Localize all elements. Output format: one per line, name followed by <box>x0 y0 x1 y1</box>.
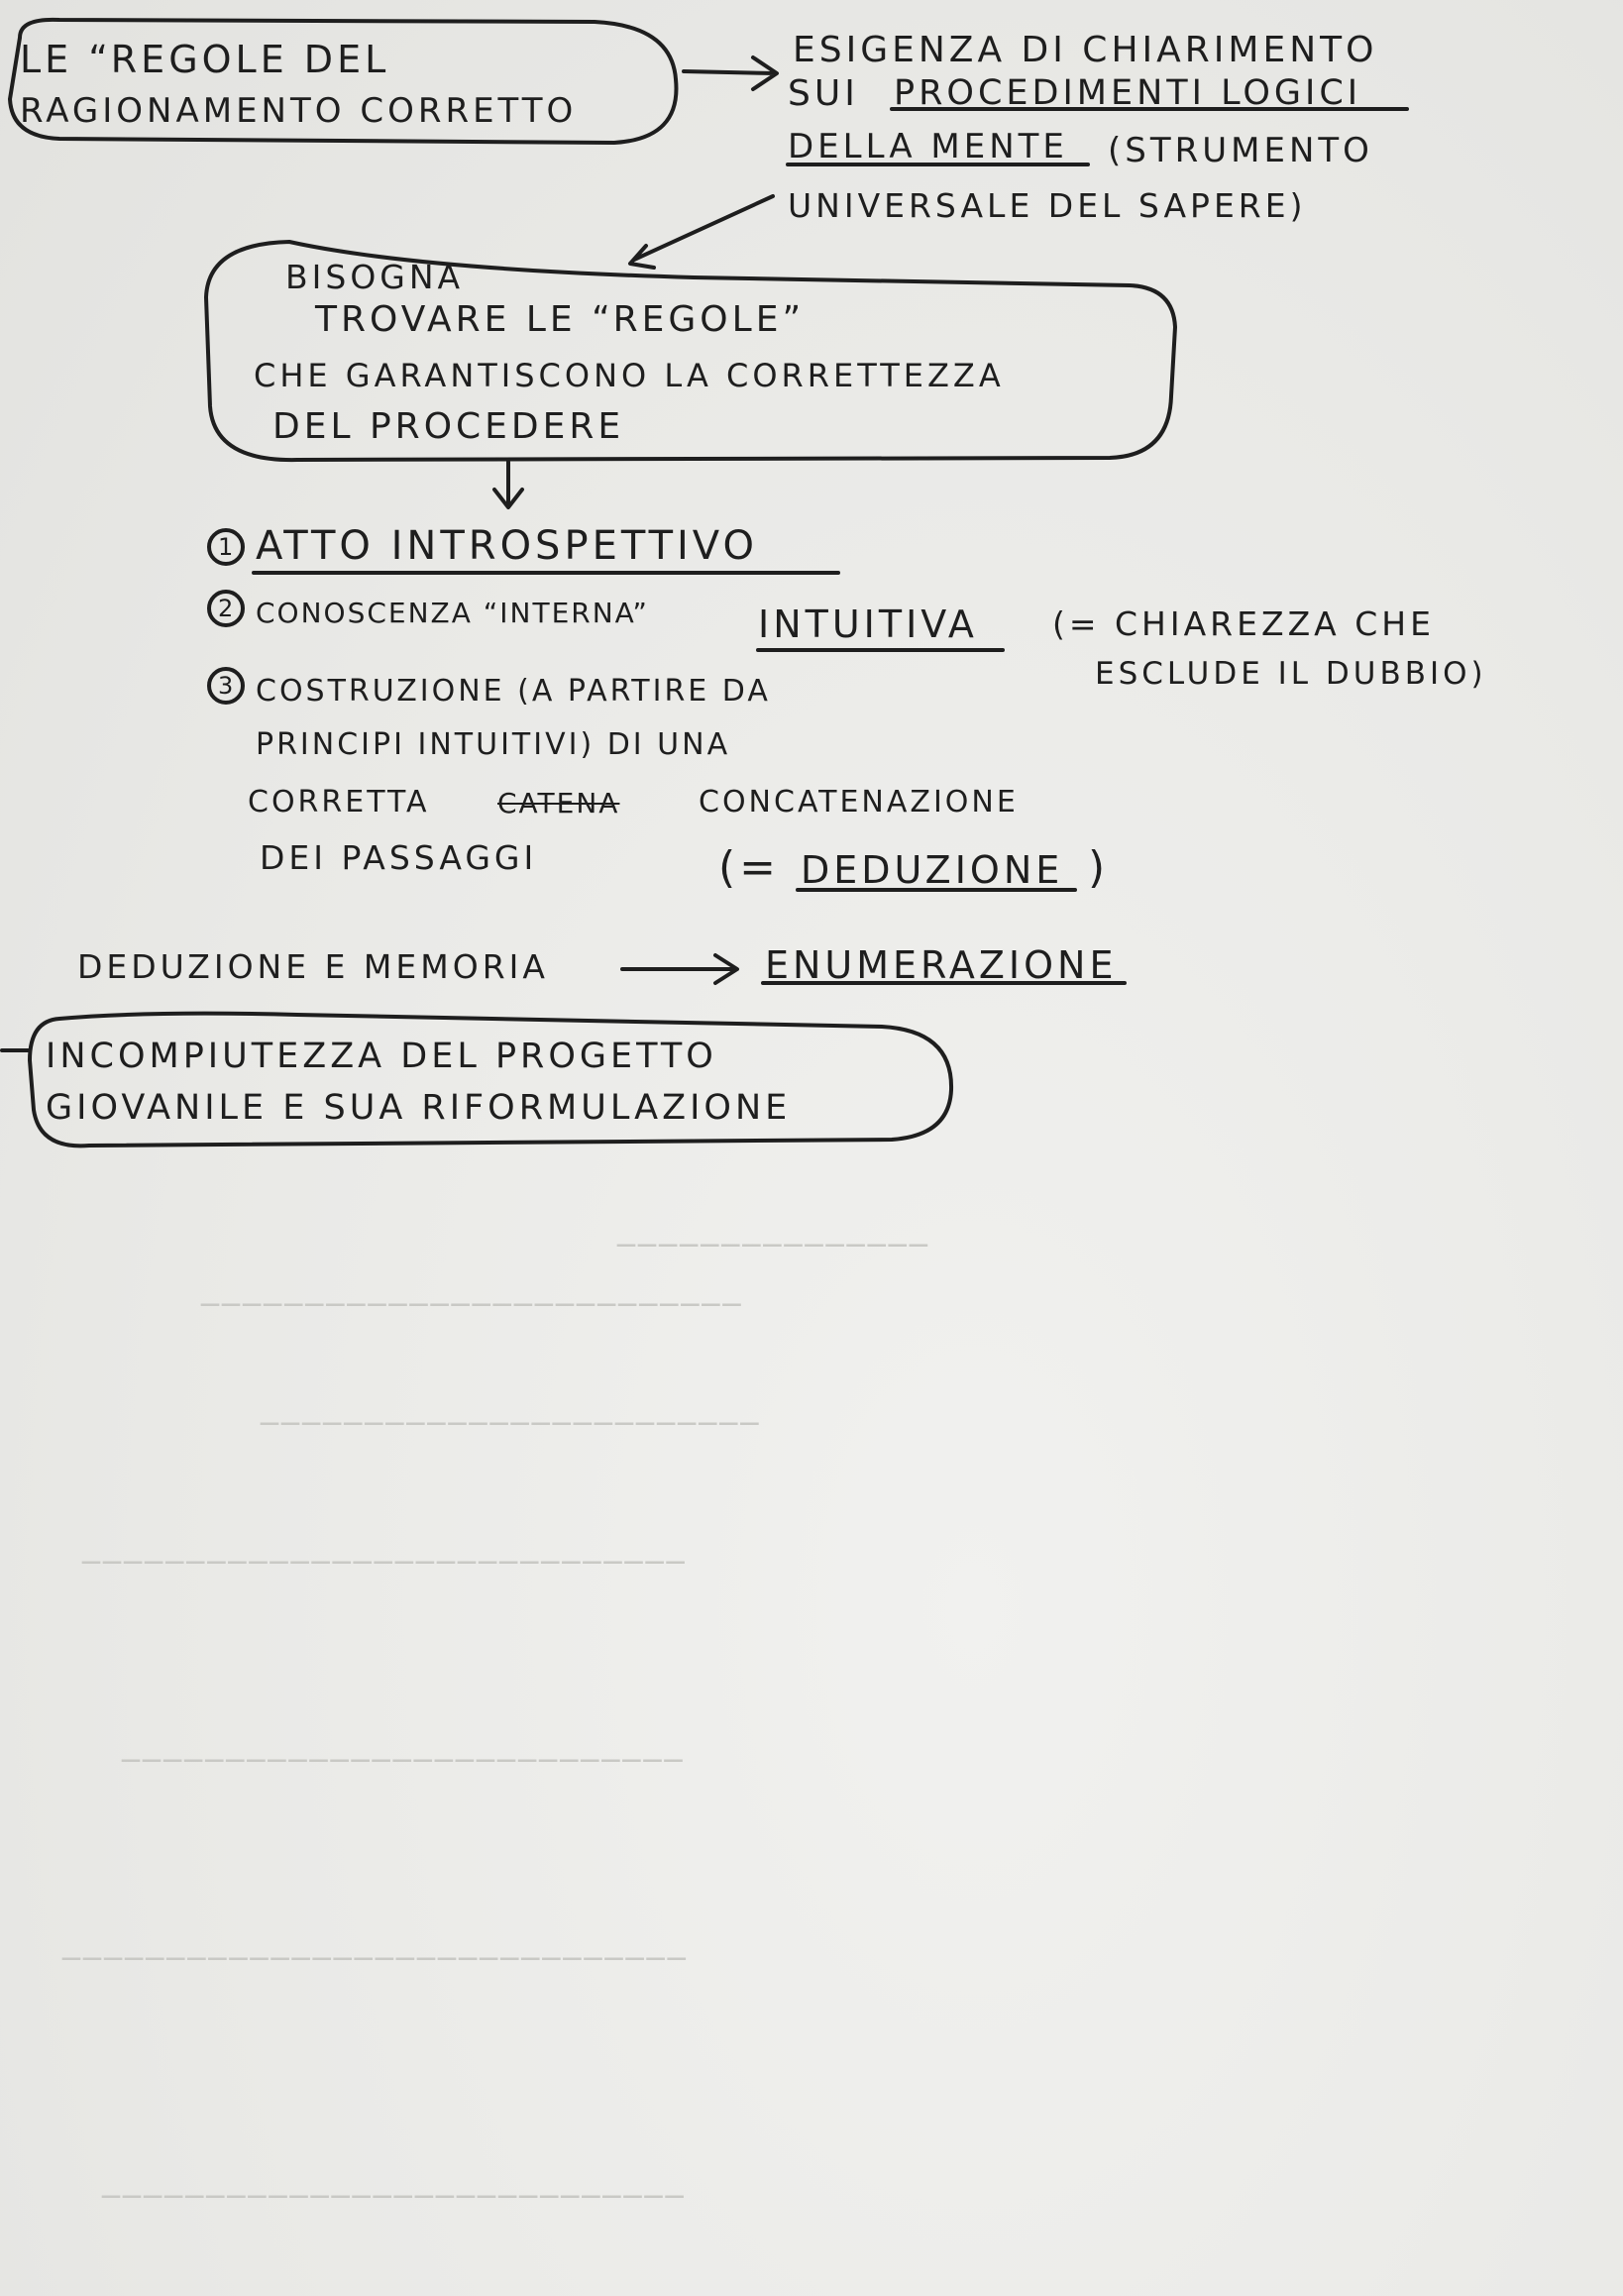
box-middle-line3: CHE GARANTISCONO LA CORRETTEZZA <box>254 357 1005 394</box>
box-middle-line1: BISOGNA <box>285 258 465 296</box>
step-3-number: 3 <box>218 672 234 700</box>
right-note-line3-underlined: DELLA MENTE <box>788 127 1068 166</box>
step-3-note-word: DEDUZIONE <box>801 848 1064 892</box>
box-top-left-line2: RAGIONAMENTO CORRETTO <box>20 91 578 131</box>
step-1-text: ATTO INTROSPETTIVO <box>256 523 758 569</box>
bleed-through-text: ──────────────────────────── <box>99 2180 684 2215</box>
box-bottom-line2: GIOVANILE E SUA RIFORMULAZIONE <box>46 1088 792 1128</box>
step-3-note-open: (= <box>718 842 781 893</box>
step-3-line2: PRINCIPI INTUITIVI) DI UNA <box>256 727 731 762</box>
arrow-down-icon <box>494 462 522 507</box>
bleed-through-text: ──────────────────────── <box>258 1407 759 1442</box>
right-note-line3-rest: (STRUMENTO <box>1108 131 1373 170</box>
step-2-note2: ESCLUDE IL DUBBIO) <box>1095 656 1487 692</box>
box-top-left-line1: LE “REGOLE DEL <box>20 38 390 81</box>
step-3-note-close: ) <box>1088 842 1110 893</box>
step-3-line4: DEI PASSAGGI <box>260 838 538 877</box>
arrow-right-icon <box>622 955 737 983</box>
box-middle-line4: DEL PROCEDERE <box>272 406 625 447</box>
right-note-line4: UNIVERSALE DEL SAPERE) <box>788 186 1307 225</box>
step-1-number: 1 <box>218 533 234 561</box>
step-3-line3-b: CONCATENAZIONE <box>699 785 1019 820</box>
arrow-down-left-icon <box>630 196 773 268</box>
step-2-text-b: INTUITIVA <box>758 602 978 646</box>
box-middle-line2: TROVARE LE “REGOLE” <box>315 299 806 340</box>
step-3-line3-a: CORRETTA <box>248 785 430 820</box>
bleed-through-text: ────────────────────────────── <box>59 1942 686 1977</box>
box-bottom-line1: INCOMPIUTEZZA DEL PROGETTO <box>46 1037 717 1076</box>
step-2-number: 2 <box>218 595 234 622</box>
right-note-line2-prefix: SUI <box>788 73 859 114</box>
deduction-right: ENUMERAZIONE <box>765 943 1118 987</box>
bleed-through-text: ─────────────── <box>614 1229 927 1263</box>
step-2-text-a: CONOSCENZA “INTERNA” <box>256 597 649 629</box>
right-note-line1: ESIGENZA DI CHIARIMENTO <box>793 30 1378 70</box>
right-note-line2-rest: PROCEDIMENTI LOGICI <box>894 73 1362 113</box>
step-3-line3-struck: CATENA <box>497 787 620 820</box>
step-2-note1: (= CHIAREZZA CHE <box>1052 604 1435 643</box>
bleed-through-text: ─────────────────────────── <box>119 1744 683 1779</box>
bleed-through-text: ────────────────────────── <box>198 1288 741 1323</box>
bleed-through-text: ───────────────────────────── <box>79 1546 685 1581</box>
arrow-right-icon <box>684 57 777 89</box>
deduction-left: DEDUZIONE E MEMORIA <box>77 947 549 986</box>
step-3-line1: COSTRUZIONE (A PARTIRE DA <box>256 674 771 709</box>
